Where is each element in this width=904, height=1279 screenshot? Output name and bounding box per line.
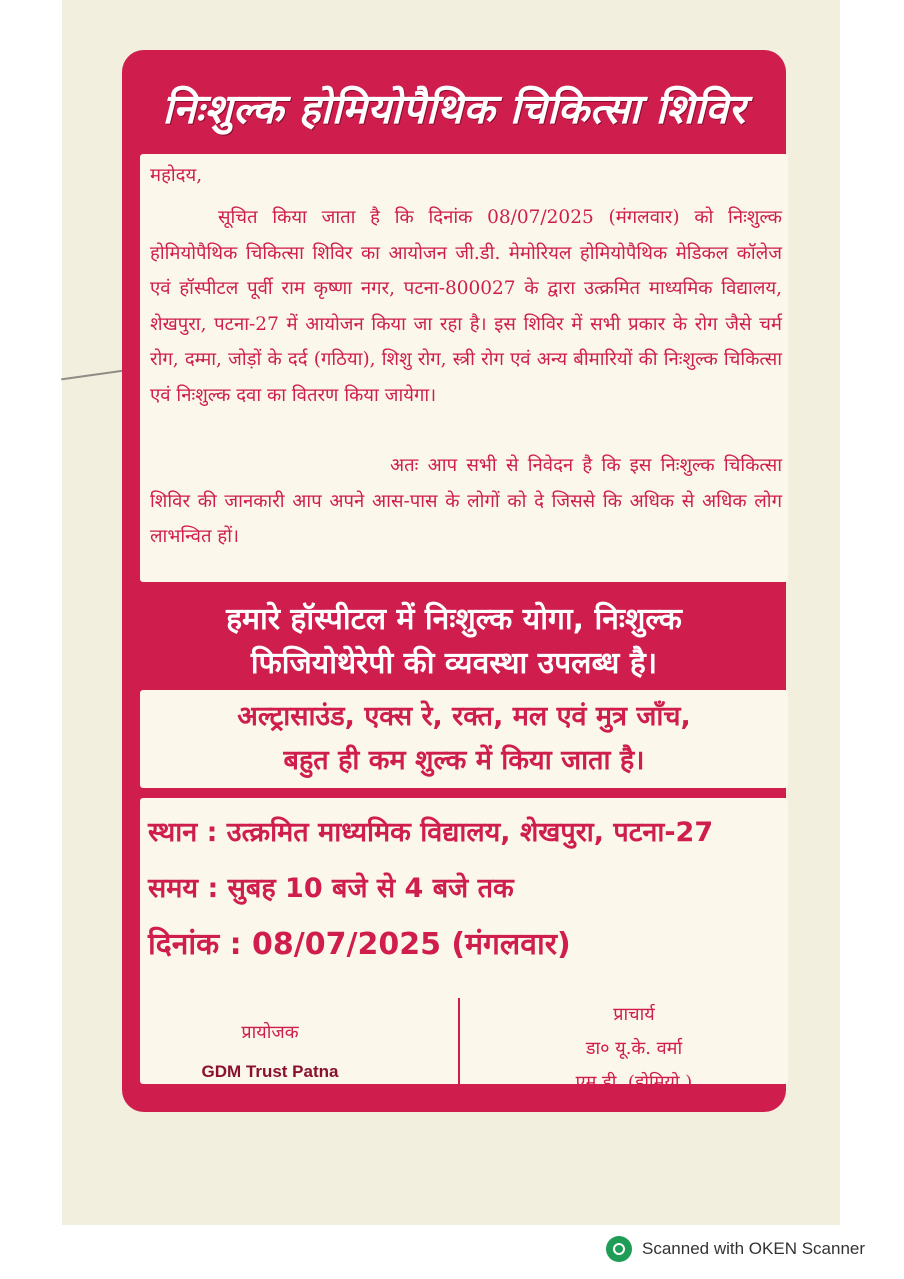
camp-place: स्थान : उत्क्रमित माध्यमिक विद्यालय, शेखपुरा, पटना-27	[148, 817, 714, 848]
camp-date: दिनांक : 08/07/2025 (मंगलवार)	[148, 927, 571, 962]
tests-line-1: अल्ट्रासाउंड, एक्स रे, रक्त, मल एवं मुत्र जाँच,	[237, 701, 691, 732]
principal-block	[524, 998, 744, 1100]
sponsor-role: प्रायोजक	[241, 1022, 299, 1043]
salutation: महोदय,	[150, 165, 203, 186]
tests-panel	[140, 690, 788, 788]
notice-paragraph-1: सूचित किया जाता है कि दिनांक 08/07/2025 (मंगलवार) को निःशुल्क होमियोपैथिक चिकित्सा शिविर का आयोजन जी.डी. मेमोरियल होमियोपैथिक मेडिकल कॉलेज एवं हॉस्पीटल पूर्वी राम कृष्णा नगर, पटना-800027 के द्वारा उत्क्रमित माध्यमिक विद्यालय, शेखपुरा, पटना-27 में आयोजन किया जा रहा है। इस शिविर में सभी प्रकार के रोग जैसे चर्म रोग, दम्मा, जोड़ों के दर्द (गठिया), शिशु रोग, स्त्री रोग एवं अन्य बीमारियों की निःशुल्क चिकित्सा एवं निःशुल्क दवा का वितरण किया जायेगा।	[150, 207, 782, 406]
banner-line-1: हमारे हॉस्पीटल में निःशुल्क योगा, निःशुल्क	[226, 602, 682, 637]
scanner-watermark-text: Scanned with OKEN Scanner	[642, 1239, 866, 1258]
notice-paragraph-2: अतः आप सभी से निवेदन है कि इस निःशुल्क चिकित्सा शिविर की जानकारी आप अपने आस-पास के लोगों को दे जिससे कि अधिक से अधिक लोग लाभन्वित हों।	[150, 455, 782, 548]
tests-line-2: बहुत ही कम शुल्क में किया जाता है।	[283, 745, 645, 776]
scanner-logo-icon	[606, 1236, 632, 1262]
principal-degree: एम.डी. (होमियो.)	[575, 1072, 693, 1093]
banner-line-2: फिजियोथेरेपी की व्यवस्था उपलब्ध है।	[250, 646, 658, 681]
notice-letter	[140, 154, 788, 582]
poster	[122, 50, 786, 1112]
facilities-banner	[122, 592, 786, 692]
sponsor-block	[180, 1020, 360, 1082]
principal-role: प्राचार्य	[613, 1004, 655, 1025]
camp-details-panel	[140, 798, 788, 1093]
principal-name: डा० यू.के. वर्मा	[585, 1038, 683, 1059]
scanner-watermark	[606, 1234, 865, 1264]
camp-time: समय : सुबह 10 बजे से 4 बजे तक	[148, 873, 514, 904]
signature-divider	[458, 998, 460, 1090]
poster-title: निःशुल्क होमियोपैथिक चिकित्सा शिविर	[162, 85, 746, 133]
sponsor-name: GDM Trust Patna	[201, 1062, 339, 1081]
